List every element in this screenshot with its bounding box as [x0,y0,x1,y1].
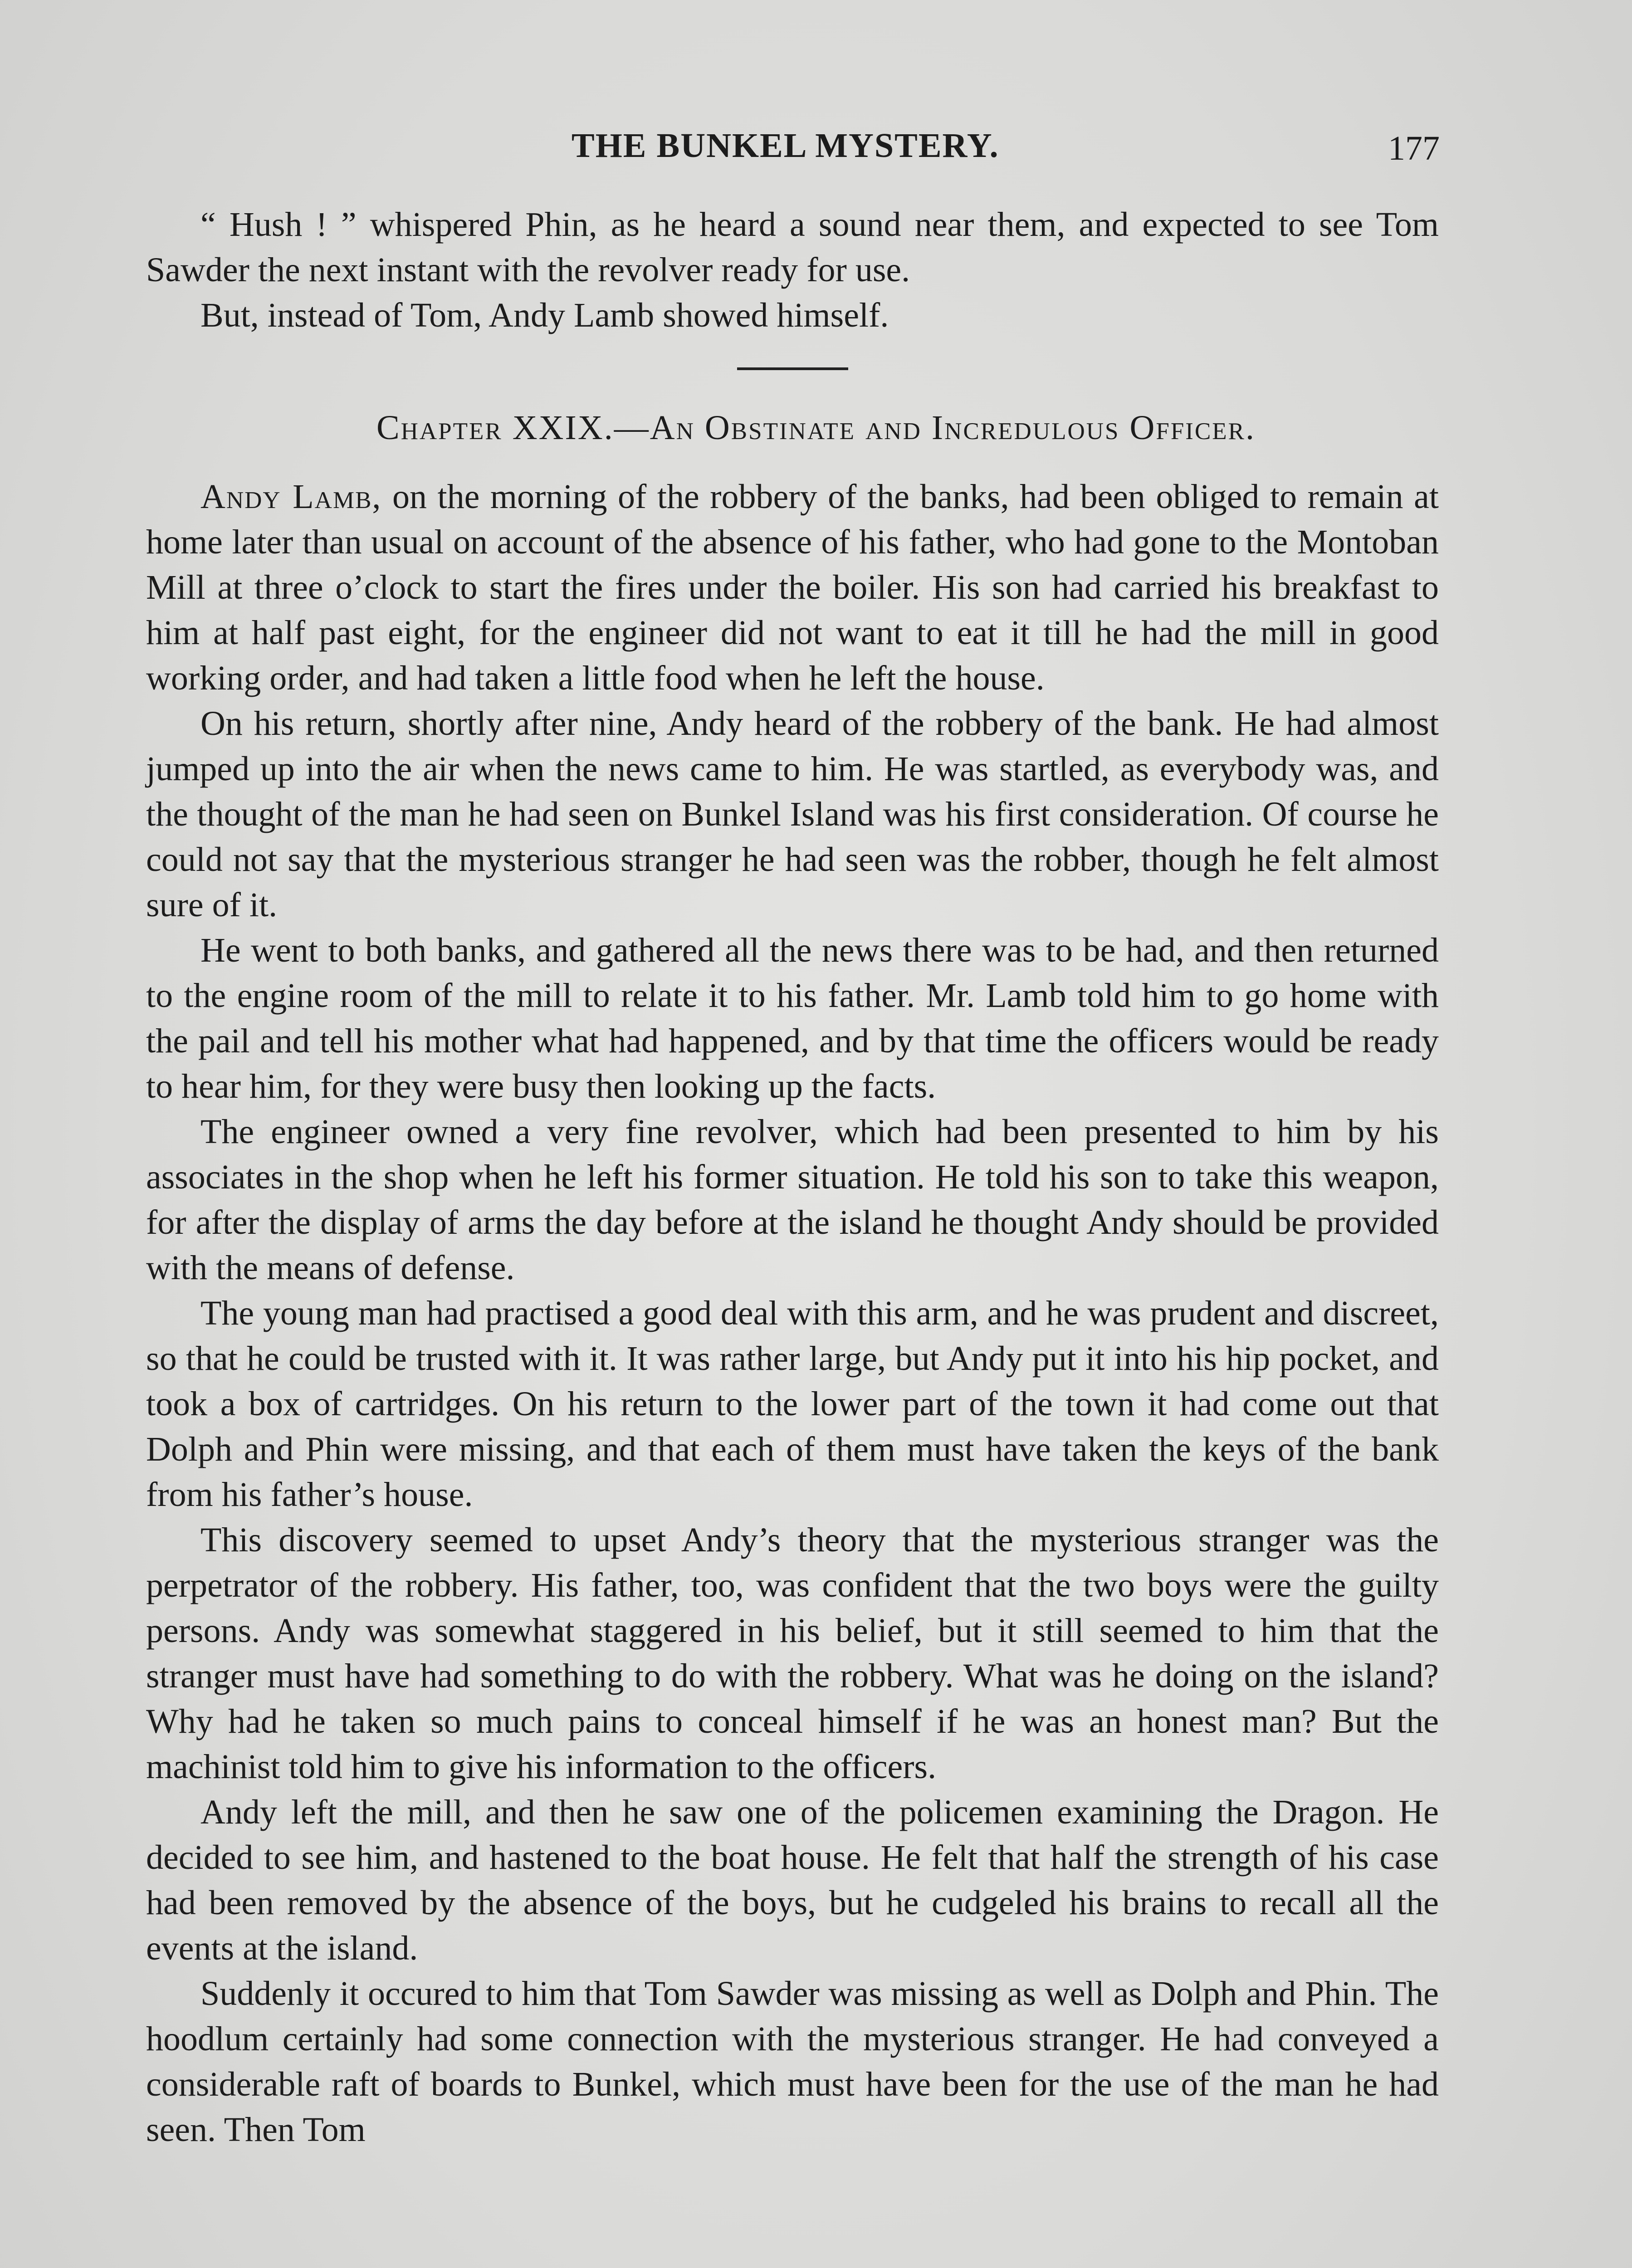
paragraph: He went to both banks, and gathered all the news there was to be had, and then returned to the engine room of the mill to relate it to his father. Mr. Lamb told him to go home with the pail and tell his mother what had happened, and by that time the officers would be ready to hear him, for they were busy then looking up the facts. [146,931,1439,1105]
paragraph: Andy left the mill, and then he saw one of the policemen examining the Dragon. He decided to see him, and hastened to the boat house. He felt that half the strength of his case had been removed by the absence of the boys, but he cudgeled his brains to recall all the events at the island. [146,1793,1439,1967]
paragraph-lead: Andy Lamb, [200,478,382,516]
chapter-body [146,474,1439,2152]
chapter-heading: Chapter XXIX.—An Obstinate and Incredulous Officer. [376,409,1256,447]
section-divider [737,367,848,370]
running-head [0,126,1632,181]
paragraph: This discovery seemed to upset Andy’s theory that the mysterious stranger was the perpetrator of the robbery. His father, too, was confident that the two boys were the guilty persons. Andy was somewhat staggered in his belief, but it still seemed to him that the stranger must have had something to do with the robbery. What was he doing on the island? Why had he taken so much pains to conceal himself if he was an honest man? But the machinist told him to give his information to the officers. [146,1521,1439,1786]
opening-text [146,202,1439,338]
paragraph: The engineer owned a very fine revolver, which had been presented to him by his associates in the shop when he left his former situation. He told his son to take this weapon, for after the display of arms the day before at the island he thought Andy should be provided with the means of defense. [146,1113,1439,1287]
paragraph: The young man had practised a good deal with this arm, and he was prudent and discreet, so that he could be trusted with it. It was rather large, but Andy put it into his hip pocket, and took a box of cartridges. On his return to the lower part of the town it had come out that Dolph and Phin were missing, and that each of them must have taken the keys of the bank from his father’s house. [146,1294,1439,1514]
paragraph [146,474,1439,701]
paragraph: But, instead of Tom, Andy Lamb showed himself. [200,296,889,334]
paragraph: On his return, shortly after nine, Andy heard of the robbery of the bank. He had almost jumped up into the air when the news came to him. He was startled, as everybody was, and the thought of the man he had seen on Bunkel Island was his first consideration. Of course he could not say that the mysterious stranger he had seen was the robber, though he felt almost sure of it. [146,704,1439,924]
running-title: THE BUNKEL MYSTERY. [572,127,999,165]
paragraph-text: on the morning of the robbery of the banks, had been obliged to remain at home later than usual on account of the absence of his father, who had gone to the Montoban Mill at three o’clock to start the fires under the boiler. His son had carried his breakfast to him at half past eight, for the engineer did not want to eat it till he had the mill in good working order, and had taken a little food when he left the house. [146,478,1439,697]
paragraph: Suddenly it occured to him that Tom Sawder was missing as well as Dolph and Phin. The hoodlum certainly had some connection with the mysterious stranger. He had conveyed a considerable raft of boards to Bunkel, which must have been for the use of the man he had seen. Then Tom [146,1975,1439,2149]
page-number: 177 [1388,129,1440,167]
paragraph: “ Hush ! ” whispered Phin, as he heard a sound near them, and expected to see Tom Sawder the next instant with the revolver ready for use. [146,205,1439,289]
